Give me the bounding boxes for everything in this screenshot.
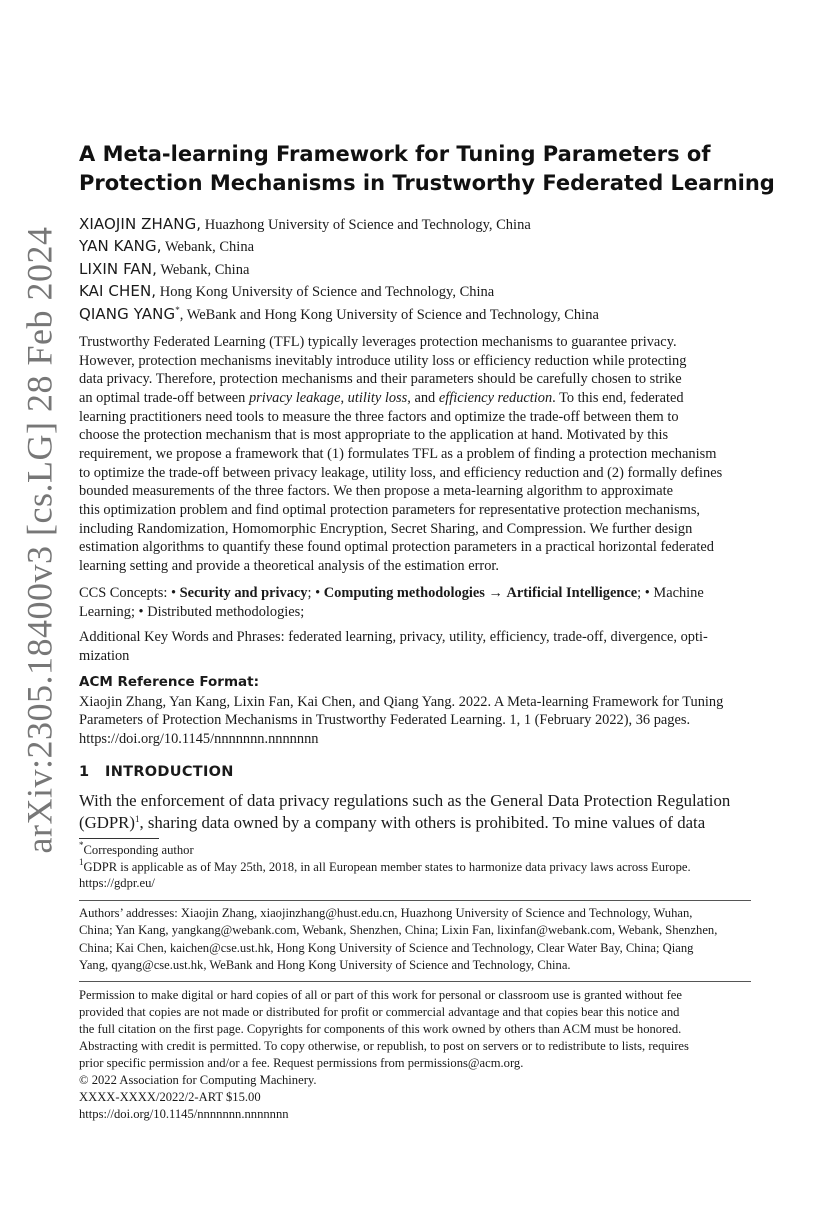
permission-line: Abstracting with credit is permitted. To copy otherwise, or republish, to post on servers or to redistribute to lists, requires — [79, 1039, 689, 1053]
keywords-line: mization — [79, 648, 130, 664]
abstract-line: requirement, we propose a framework that (1) formulates TFL as a problem of finding a protection mechanism — [79, 445, 717, 462]
permission-line: prior specific permission and/or a fee. Request permissions from permissions@acm.org. — [79, 1056, 524, 1070]
emphasis-utility-loss: utility loss — [347, 389, 408, 406]
section-number: 1 — [79, 764, 90, 780]
author-affiliation: Hong Kong University of Science and Technology, China — [156, 284, 495, 301]
author-name: XIAOJIN ZHANG, — [79, 215, 202, 233]
address-line: China; Yan Kang, yangkang@webank.com, Webank, Shenzhen, China; Lixin Fan, lixinfan@webank.com, Webank, Shenzhen, — [79, 923, 718, 938]
acm-reference-line: Parameters of Protection Mechanisms in Trustworthy Federated Learning. 1, 1 (February 2022), 36 pages. — [79, 712, 691, 728]
section-title: INTRODUCTION — [105, 764, 234, 780]
abstract — [79, 333, 751, 576]
title-line-2: Protection Mechanisms in Trustworthy Federated Learning — [79, 171, 775, 195]
author-entry — [79, 258, 759, 280]
address-line: Authors’ addresses: Xiaojin Zhang, xiaojinzhang@hust.edu.cn, Huazhong University of Science and Technology, Wuhan, — [79, 906, 693, 920]
ccs-concepts — [79, 584, 751, 622]
author-entry — [79, 235, 759, 257]
acm-reference-line: Xiaojin Zhang, Yan Kang, Lixin Fan, Kai Chen, and Qiang Yang. 2022. A Meta-learning Framework for Tuning — [79, 693, 724, 710]
address-line: China; Kai Chen, kaichen@cse.ust.hk, Hong Kong University of Science and Technology, Clear Water Bay, China; Qiang — [79, 940, 694, 955]
paper-title — [79, 140, 779, 198]
abstract-line: data privacy. Therefore, protection mechanisms and their parameters should be carefully chosen to strike — [79, 371, 682, 388]
author-entry — [79, 303, 759, 325]
abstract-line: learning practitioners need tools to measure the three factors and optimize the trade-off between them to — [79, 408, 679, 425]
footnote-ref-1[interactable]: 1 — [134, 814, 140, 824]
keywords — [79, 628, 751, 666]
acm-reference-heading: ACM Reference Format: — [79, 674, 259, 690]
author-affiliation: Webank, China — [161, 239, 255, 256]
arxiv-identifier: arXiv:2305.18400v3 [cs.LG] 28 Feb 2024 — [19, 226, 60, 854]
permission-notice — [79, 987, 759, 1123]
author-name: YAN KANG, — [79, 237, 162, 256]
author-affiliation: Huazhong University of Science and Technology, China — [201, 217, 531, 233]
acm-reference-format — [79, 673, 759, 748]
footnote-rule — [79, 838, 159, 839]
intro-line: (GDPR)$^1$, sharing data owned by a company with others is prohibited. To mine values of data — [79, 813, 706, 832]
acm-reference-doi-link[interactable]: https://doi.org/10.1145/nnnnnnn.nnnnnnn — [79, 730, 319, 747]
permission-line: Permission to make digital or hard copies of all or part of this work for personal or classroom use is granted without fee — [79, 988, 682, 1002]
abstract-line: this optimization problem and find optimal protection parameters for representative protection mechanisms, — [79, 501, 701, 518]
article-code-line: XXXX-XXXX/2022/2-ART $15.00 — [79, 1090, 261, 1104]
author-name: QIANG YANG — [79, 304, 176, 323]
permission-line: provided that copies are not made or distributed for profit or commercial advantage and that copies bear this notice and — [79, 1005, 680, 1019]
author-entry — [79, 213, 759, 235]
author-name: KAI CHEN, — [79, 282, 157, 301]
abstract-line: to optimize the trade-off between privacy leakage, utility loss, and efficiency reduction and (2) formally defines — [79, 464, 723, 481]
abstract-line: choose the protection mechanism that is most appropriate to the application at hand. Motivated by this — [79, 427, 669, 444]
ccs-computing-methodologies: Computing methodologies — [323, 585, 485, 601]
footnote-1: $^1$GDPR is applicable as of May 25th, 2018, in all European member states to harmonize data privacy laws across Europe. — [79, 856, 691, 874]
abstract-line: However, protection mechanisms inevitably introduce utility loss or efficiency reduction while protecting — [79, 352, 687, 369]
abstract-line: Trustworthy Federated Learning (TFL) typically leverages protection mechanisms to guarantee privacy. — [79, 334, 677, 350]
ccs-security-privacy: Security and privacy — [179, 585, 308, 601]
ccs-line-1: CCS Concepts: • Security and privacy; • Computing methodologies → Artificial Intelligence; • Machine — [79, 585, 704, 601]
abstract-line: learning setting and provide a theoretical analysis of the estimation error. — [79, 557, 499, 574]
addresses-rule — [79, 900, 751, 901]
copyright-line: © 2022 Association for Computing Machinery. — [79, 1073, 317, 1087]
permission-rule — [79, 981, 751, 982]
permission-line: the full citation on the first page. Copyrights for components of this work owned by others than ACM must be honored. — [79, 1022, 682, 1036]
emphasis-privacy-leakage: privacy leakage — [248, 389, 341, 406]
author-affiliation: Webank, China — [156, 261, 250, 278]
abstract-line: bounded measurements of the three factors. We then propose a meta-learning algorithm to approximate — [79, 483, 673, 500]
abstract-line: estimation algorithms to quantify these found optimal protection parameters in a practical horizontal federated — [79, 539, 714, 556]
corresponding-author-mark: * — [175, 304, 180, 315]
ccs-artificial-intelligence: Artificial Intelligence — [506, 585, 638, 601]
footnote-1-url[interactable]: https://gdpr.eu/ — [79, 876, 155, 890]
abstract-line: including Randomization, Homomorphic Encryption, Secret Sharing, and Compression. We further design — [79, 520, 693, 537]
author-name: LIXIN FAN, — [79, 259, 157, 278]
doi-link[interactable]: https://doi.org/10.1145/nnnnnnn.nnnnnnn — [79, 1107, 289, 1121]
author-list — [79, 213, 759, 325]
ccs-line-2: Learning; • Distributed methodologies; — [79, 604, 305, 620]
footnotes — [79, 842, 759, 892]
introduction-body — [79, 790, 759, 834]
footnote-corresponding: *Corresponding author — [79, 840, 194, 857]
author-affiliation: , WeBank and Hong Kong University of Science and Technology, China — [179, 306, 599, 323]
title-line-1: A Meta-learning Framework for Tuning Parameters of — [79, 142, 711, 166]
intro-line: With the enforcement of data privacy regulations such as the General Data Protection Regulation — [79, 791, 731, 810]
author-entry — [79, 280, 759, 302]
keywords-line: Additional Key Words and Phrases: federated learning, privacy, utility, efficiency, trade-off, divergence, opti- — [79, 629, 708, 645]
abstract-line-emphasis: an optimal trade-off between privacy leakage, utility loss, and efficiency reduction. To this end, federated — [79, 389, 684, 406]
authors-addresses — [79, 905, 759, 975]
emphasis-efficiency-reduction: efficiency reduction — [438, 389, 553, 406]
address-line: Yang, qyang@cse.ust.hk, WeBank and Hong Kong University of Science and Technology, China. — [79, 958, 571, 973]
section-heading-introduction — [79, 764, 234, 780]
arxiv-stamp — [9, 226, 69, 854]
